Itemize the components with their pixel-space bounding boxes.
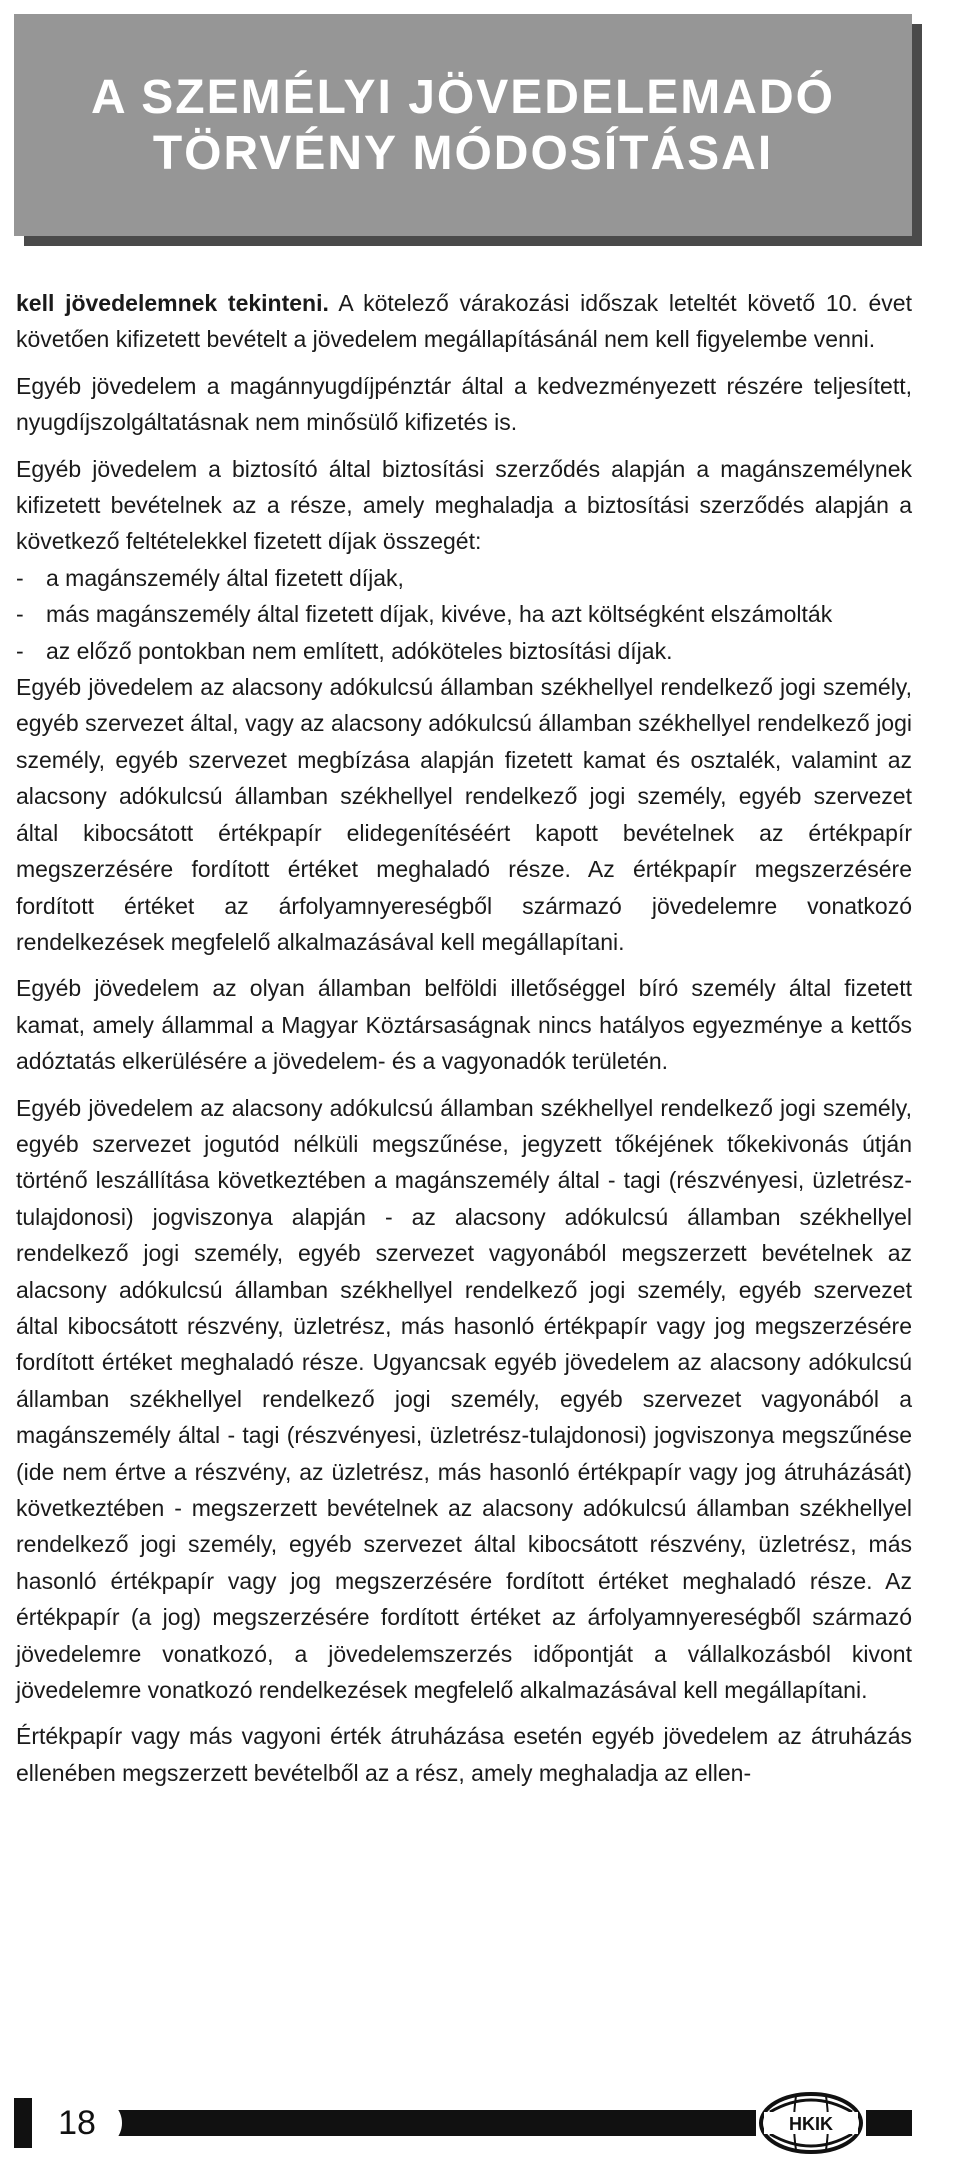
paragraph-5: Egyéb jövedelem az olyan államban belföldi illetőséggel bíró személy által fizetett kamat, amely állammal a Magyar Köztársaságnak nincs hatályos egyezménye a kettős adóztatás elkerülésére a jövedelem- és a vagyonadók területén. (16, 975, 912, 1075)
hkik-logo-icon (756, 2090, 866, 2156)
page-title (14, 70, 912, 182)
footer-notch (14, 2098, 32, 2148)
dash-list (16, 560, 912, 669)
paragraph-4: Egyéb jövedelem az alacsony adókulcsú államban székhellyel rendelkező jogi személy, egyéb szervezet által, vagy az alacsony adókulcsú államban székhellyel rendelkező jogi személy, egyéb szervezet megbízása alapján fizetett kamat és osztalék, valamint az alacsony adókulcsú államban székhellyel rendelkező jogi személy, egyéb szervezet által kibocsátott értékpapír elidegenítéséért kapott bevételnek az értékpapír megszerzésére fordított értéket meghaladó része. Az értékpapír megszerzésére fordított értéket az árfolyamnyereségből származó jövedelemre vonatkozó rendelkezések megfelelő alkalmazásával kell megállapítani. (16, 674, 912, 955)
list-item: - más magánszemély által fizetett díjak, kivéve, ha azt költségként elszámolták (16, 596, 912, 632)
paragraph-6: Egyéb jövedelem az alacsony adókulcsú államban székhellyel rendelkező jogi személy, egyéb szervezet jogutód nélküli megszűnése, jegyzett tőkéjének tőkekivonás útján történő leszállítása következtében a magánszemély által - tagi (részvényesi, üzletrész-tulajdonosi) jogviszonya alapján - az alacsony adókulcsú államban székhellyel rendelkező jogi személy, egyéb szervezet vagyonából megszerzett bevételnek az alacsony adókulcsú államban székhellyel rendelkező jogi személy, egyéb szervezet által kibocsátott részvény, üzletrész, más hasonló értékpapír vagy jog megszerzésére fordított értéket meghaladó része. Ugyancsak egyéb jövedelem az alacsony adókulcsú államban székhellyel rendelkező jogi személy, egyéb szervezet vagyonából a magánszemély által - tagi (részvényesi, üzletrész-tulajdonosi) jogviszonya megszűnése (ide nem értve a részvény, az üzletrész, más hasonló értékpapír vagy jog átruházását) következtében - megszerzett bevételnek az alacsony adókulcsú államban székhellyel rendelkező jogi személy, egyéb szervezet által kibocsátott részvény, üzletrész, más hasonló értékpapír vagy jog megszerzésére fordított értéket meghaladó része. Az értékpapír (a jog) megszerzésére fordított értéket az árfolyamnyereségből származó jövedelemre vonatkozó, a jövedelemszerzés időpontját a vállalkozásból kivont jövedelemre vonatkozó rendelkezések megfelelő alkalmazásával kell megállapítani. (16, 1094, 912, 1704)
logo-text: HKIK (789, 2114, 833, 2134)
title-banner (14, 14, 912, 236)
paragraph-3: Egyéb jövedelem a biztosító által biztosítási szerződés alapján a magánszemélynek kifizetett bevételnek az a része, amely meghaladja a biztosítási szerződés alapján a következő feltételekkel fizetett díjak összegét: (16, 455, 912, 555)
page-footer (14, 2104, 912, 2144)
body-text (16, 285, 912, 1801)
list-item: - a magánszemély által fizetett díjak, (16, 560, 912, 596)
paragraph-1-text: A kötelező várakozási időszak leteltét követő 10. évet követően kifizetett bevételt a jövedelem megállapításánál nem kell figyelembe venni. (16, 290, 912, 353)
list-item: - az előző pontokban nem említett, adóköteles biztosítási díjak. (16, 633, 912, 669)
paragraph-1-bold-lead: kell jövedelemnek tekinteni. (16, 290, 329, 316)
paragraph-1 (16, 285, 912, 358)
paragraph-7: Értékpapír vagy más vagyoni érték átruházása esetén egyéb jövedelem az átruházás ellenében megszerzett bevételből az a rész, amely meghaladja az ellen- (16, 1723, 912, 1786)
paragraph-2: Egyéb jövedelem a magánnyugdíjpénztár által a kedvezményezett részére teljesített, nyugdíjszolgáltatásnak nem minősülő kifizetés is. (16, 372, 912, 436)
page-number: 18 (32, 2098, 122, 2148)
title-line-1: A SZEMÉLYI JÖVEDELEMADÓ (91, 71, 835, 124)
title-line-2: TÖRVÉNY MÓDOSÍTÁSAI (152, 127, 774, 180)
